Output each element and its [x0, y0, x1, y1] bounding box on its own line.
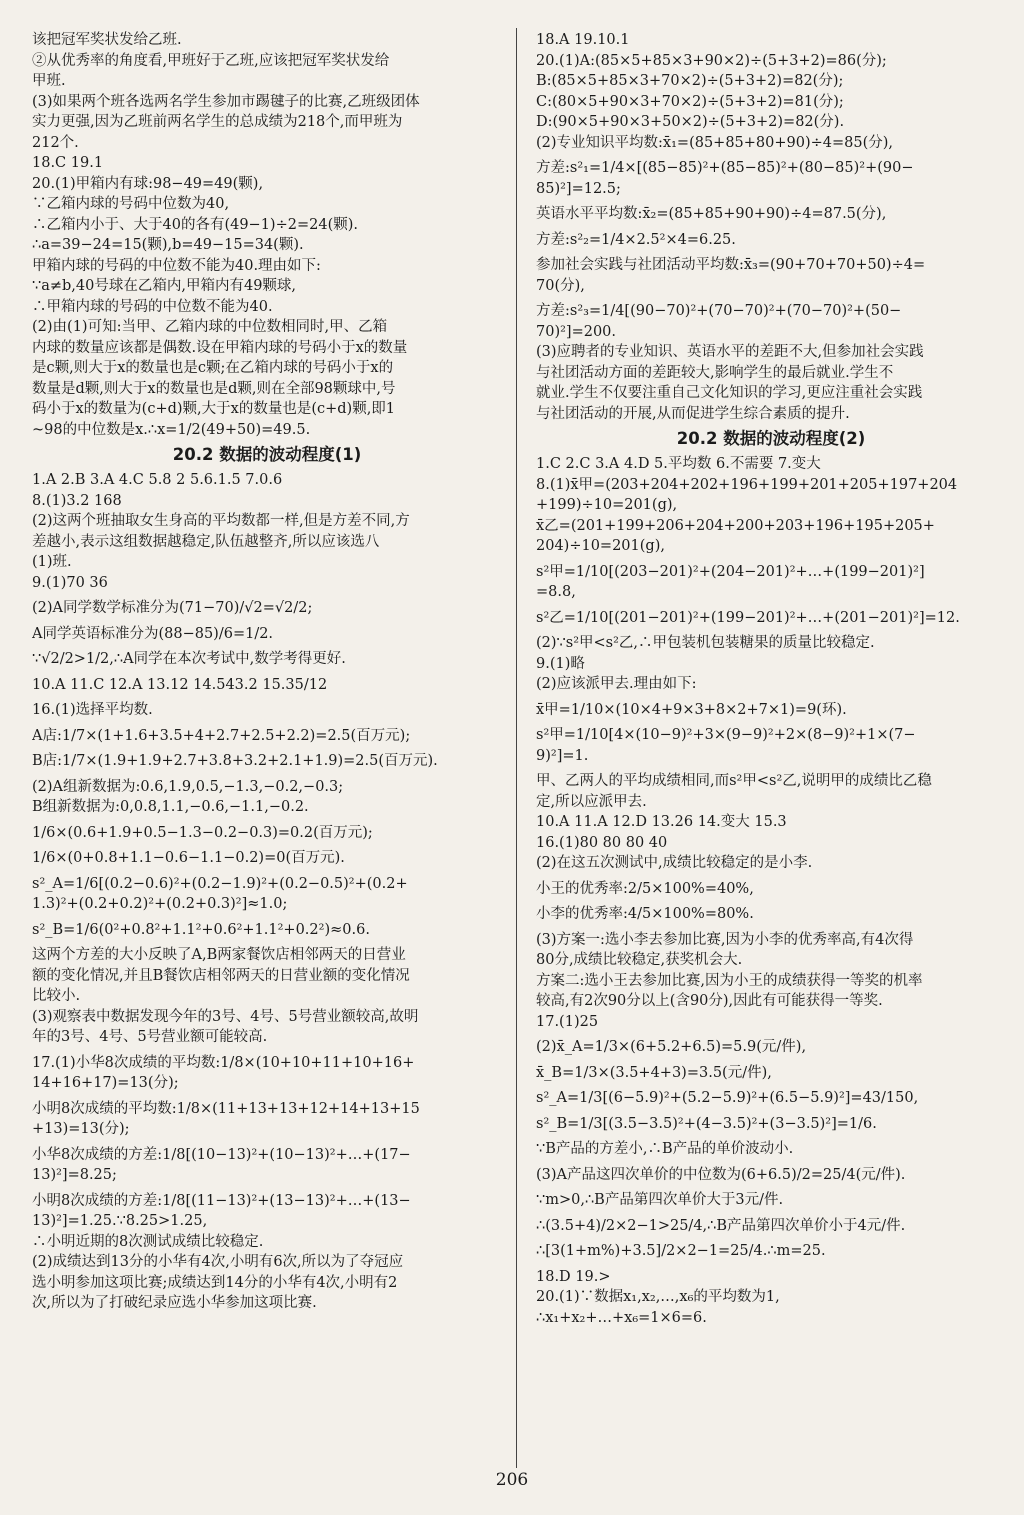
- text-line: 与社团活动方面的差距较大,影响学生的最后就业.学生不: [536, 364, 894, 381]
- text-line: (2)由(1)可知:当甲、乙箱内球的中位数相同时,甲、乙箱: [32, 319, 388, 335]
- text-line: 9.(1)70 36: [32, 574, 108, 591]
- text-line: (2)A组新数据为:0.6,1.9,0.5,−1.3,−0.2,−0.3;: [32, 778, 344, 795]
- text-line: 这两个方差的大小反映了A,B两家餐饮店相邻两天的日营业: [32, 947, 406, 963]
- text-line: B组新数据为:0,0.8,1.1,−0.6,−1.1,−0.2.: [32, 799, 309, 815]
- text-line: 差越小,表示这组数据越稳定,队伍越整齐,所以应该选八: [32, 533, 380, 550]
- text-line: (2)应该派甲去.理由如下:: [536, 676, 697, 692]
- text-line: (2)∵s²甲<s²乙,∴甲包装机包装糖果的质量比较稳定.: [536, 635, 875, 651]
- section-heading: 20.2 数据的波动程度(2): [676, 429, 866, 448]
- text-line: B店:1/7×(1.9+1.9+2.7+3.8+3.2+2.1+1.9)=2.5(百万元).: [32, 753, 438, 769]
- text-line: ②从优秀率的角度看,甲班好于乙班,应该把冠军奖状发给: [32, 52, 390, 69]
- text-line: ∵乙箱内球的号码中位数为40,: [32, 196, 230, 212]
- text-line: 16.(1)80 80 80 40: [536, 834, 668, 851]
- text-line: 参加社会实践与社团活动平均数:x̄₃=(90+70+70+50)÷4=: [536, 257, 926, 273]
- text-line: ∴小明近期的8次测试成绩比较稳定.: [32, 1233, 264, 1250]
- text-line: x̄乙=(201+199+206+204+200+203+196+195+205+: [536, 517, 935, 534]
- text-line: ~98的中位数是x.∴x=1/2(49+50)=49.5.: [32, 421, 311, 438]
- text-line: (2)x̄_A=1/3×(6+5.2+6.5)=5.9(元/件),: [536, 1039, 807, 1055]
- text-line: x̄_B=1/3×(3.5+4+3)=3.5(元/件),: [536, 1064, 772, 1081]
- text-line: (2)专业知识平均数:x̄₁=(85+85+80+90)÷4=85(分),: [536, 134, 894, 151]
- text-line: 次,所以为了打破纪录应选小华参加这项比赛.: [32, 1295, 317, 1311]
- text-line: 1/6×(0+0.8+1.1−0.6−1.1−0.2)=0(百万元).: [32, 850, 345, 866]
- text-line: 13)²]=8.25;: [32, 1167, 117, 1183]
- text-line: x̄甲=1/10×(10×4+9×3+8×2+7×1)=9(环).: [536, 701, 847, 718]
- text-line: s²甲=1/10[(203−201)²+(204−201)²+…+(199−201)²]: [536, 563, 925, 580]
- text-line: ∵√2/2>1/2,∴A同学在本次考试中,数学考得更好.: [32, 651, 346, 667]
- text-line: (2)A同学数学标准分为(71−70)/√2=√2/2;: [32, 600, 313, 616]
- text-line: (3)如果两个班各选两名学生参加市踢毽子的比赛,乙班级团体: [32, 93, 420, 110]
- text-line: 18.C 19.1: [32, 155, 104, 171]
- text-line: (2)这两个班抽取女生身高的平均数都一样,但是方差不同,方: [32, 513, 410, 529]
- text-line: ∵a≠b,40号球在乙箱内,甲箱内有49颗球,: [32, 278, 297, 294]
- text-line: 18.A 19.10.1: [536, 32, 630, 48]
- text-line: A店:1/7×(1+1.6+3.5+4+2.7+2.5+2.2)=2.5(百万元);: [32, 727, 411, 744]
- right-column: [536, 30, 1006, 1328]
- text-line: 定,所以应派甲去.: [536, 793, 647, 810]
- text-line: 该把冠军奖状发给乙班.: [32, 32, 182, 48]
- text-line: ∵B产品的方差小,∴B产品的单价波动小.: [536, 1141, 794, 1157]
- text-line: (1)班.: [32, 554, 72, 570]
- text-line: 小明8次成绩的方差:1/8[(11−13)²+(13−13)²+…+(13−: [32, 1192, 411, 1209]
- text-line: 1.3)²+(0.2+0.2)²+(0.2+0.3)²]≈1.0;: [32, 896, 288, 912]
- text-line: 8.(1)x̄甲=(203+204+202+196+199+201+205+197+204: [536, 476, 958, 493]
- text-line: (2)成绩达到13分的小华有4次,小明有6次,所以为了夺冠应: [32, 1254, 404, 1270]
- text-line: 方差:s²₁=1/4×[(85−85)²+(85−85)²+(80−85)²+(90−: [536, 160, 914, 176]
- text-line: 码小于x的数量为(c+d)颗,大于x的数量也是(c+d)颗,即1: [32, 401, 396, 417]
- text-line: 方差:s²₂=1/4×2.5²×4=6.25.: [536, 231, 736, 248]
- text-line: ∴(3.5+4)/2×2−1>25/4,∴B产品第四次单价小于4元/件.: [536, 1217, 906, 1234]
- text-line: s²乙=1/10[(201−201)²+(199−201)²+…+(201−201)²]=12.: [536, 609, 960, 626]
- text-line: 就业.学生不仅要注重自己文化知识的学习,更应注重社会实践: [536, 385, 923, 401]
- text-line: ∴甲箱内球的号码的中位数不能为40.: [32, 298, 273, 315]
- text-line: ∵m>0,∴B产品第四次单价大于3元/件.: [536, 1192, 784, 1208]
- text-line: 甲、乙两人的平均成绩相同,而s²甲<s²乙,说明甲的成绩比乙稳: [536, 773, 932, 789]
- text-line: 英语水平平均数:x̄₂=(85+85+90+90)÷4=87.5(分),: [536, 206, 887, 222]
- text-line: 70(分),: [536, 277, 585, 294]
- text-line: 甲箱内球的号码的中位数不能为40.理由如下:: [32, 257, 321, 274]
- text-line: 20.(1)甲箱内有球:98−49=49(颗),: [32, 175, 264, 192]
- text-line: 17.(1)小华8次成绩的平均数:1/8×(10+10+11+10+16+: [32, 1054, 415, 1071]
- text-line: 20.(1)A:(85×5+85×3+90×2)÷(5+3+2)=86(分);: [536, 52, 887, 69]
- text-line: C:(80×5+90×3+70×2)÷(5+3+2)=81(分);: [536, 93, 844, 110]
- text-line: 8.(1)3.2 168: [32, 492, 122, 509]
- text-line: 14+16+17)=13(分);: [32, 1075, 179, 1091]
- text-line: 小李的优秀率:4/5×100%=80%.: [536, 906, 754, 922]
- text-line: 10.A 11.A 12.D 13.26 14.变大 15.3: [536, 814, 787, 830]
- page-number: 206: [495, 1470, 529, 1490]
- text-line: s²_B=1/6(0²+0.8²+1.1²+0.6²+1.1²+0.2²)≈0.6.: [32, 921, 370, 938]
- text-line: +199)÷10=201(g),: [536, 497, 678, 513]
- text-line: 数量是d颗,则大于x的数量也是d颗,则在全部98颗球中,号: [32, 380, 396, 397]
- column-divider: [516, 28, 517, 1468]
- text-line: 85)²]=12.5;: [536, 180, 621, 197]
- text-line: 9)²]=1.: [536, 747, 589, 764]
- text-line: ∴x₁+x₂+…+x₆=1×6=6.: [536, 1309, 707, 1326]
- text-line: B:(85×5+85×3+70×2)÷(5+3+2)=82(分);: [536, 73, 844, 89]
- text-line: 80分,成绩比较稳定,获奖机会大.: [536, 952, 743, 968]
- text-line: 内球的数量应该都是偶数.设在甲箱内球的号码小于x的数量: [32, 339, 408, 356]
- text-line: 10.A 11.C 12.A 13.12 14.543.2 15.35/12: [32, 676, 328, 693]
- text-line: 204)÷10=201(g),: [536, 538, 665, 554]
- text-line: s²_B=1/3[(3.5−3.5)²+(4−3.5)²+(3−3.5)²]=1/6.: [536, 1115, 877, 1132]
- left-column: [32, 30, 502, 1314]
- text-line: A同学英语标准分为(88−85)/6=1/2.: [32, 625, 274, 642]
- text-line: (3)观察表中数据发现今年的3号、4号、5号营业额较高,故明: [32, 1008, 419, 1025]
- text-line: 是c颗,则大于x的数量也是c颗;在乙箱内球的号码小于x的: [32, 360, 394, 376]
- text-line: (3)A产品这四次单价的中位数为(6+6.5)/2=25/4(元/件).: [536, 1166, 906, 1183]
- text-line: ∴乙箱内小于、大于40的各有(49−1)÷2=24(颗).: [32, 216, 358, 233]
- text-line: 选小明参加这项比赛;成绩达到14分的小华有4次,小明有2: [32, 1274, 398, 1291]
- text-line: 实力更强,因为乙班前两名学生的总成绩为218个,而甲班为: [32, 114, 403, 130]
- text-line: 年的3号、4号、5号营业额可能较高.: [32, 1029, 268, 1045]
- text-line: 13)²]=1.25.∵8.25>1.25,: [32, 1213, 208, 1229]
- text-line: 方案二:选小王去参加比赛,因为小王的成绩获得一等奖的机率: [536, 972, 923, 989]
- text-line: (3)应聘者的专业知识、英语水平的差距不大,但参加社会实践: [536, 344, 924, 360]
- text-line: 小王的优秀率:2/5×100%=40%,: [536, 880, 754, 897]
- text-line: 1.A 2.B 3.A 4.C 5.8 2 5.6.1.5 7.0.6: [32, 472, 283, 488]
- text-line: 70)²]=200.: [536, 323, 617, 340]
- text-line: 1.C 2.C 3.A 4.D 5.平均数 6.不需要 7.变大: [536, 456, 821, 472]
- text-line: 小明8次成绩的平均数:1/8×(11+13+13+12+14+13+15: [32, 1100, 420, 1117]
- text-line: 1/6×(0.6+1.9+0.5−1.3−0.2−0.3)=0.2(百万元);: [32, 824, 373, 841]
- text-line: 方差:s²₃=1/4[(90−70)²+(70−70)²+(70−70)²+(50−: [536, 303, 902, 319]
- text-line: =8.8,: [536, 584, 576, 600]
- section-heading: 20.2 数据的波动程度(1): [172, 445, 362, 464]
- text-line: s²_A=1/6[(0.2−0.6)²+(0.2−1.9)²+(0.2−0.5)²+(0.2+: [32, 875, 408, 892]
- text-line: +13)=13(分);: [32, 1121, 130, 1137]
- text-line: (2)在这五次测试中,成绩比较稳定的是小李.: [536, 855, 813, 871]
- text-line: 较高,有2次90分以上(含90分),因此有可能获得一等奖.: [536, 993, 883, 1009]
- text-line: 额的变化情况,并且B餐饮店相邻两天的日营业额的变化情况: [32, 967, 410, 984]
- text-line: (3)方案一:选小李去参加比赛,因为小李的优秀率高,有4次得: [536, 931, 914, 948]
- text-line: 17.(1)25: [536, 1013, 599, 1030]
- text-line: D:(90×5+90×3+50×2)÷(5+3+2)=82(分).: [536, 114, 845, 130]
- text-line: 9.(1)略: [536, 655, 585, 672]
- text-line: 20.(1)∵数据x₁,x₂,…,x₆的平均数为1,: [536, 1289, 780, 1305]
- text-line: s²甲=1/10[4×(10−9)²+3×(9−9)²+2×(8−9)²+1×(7−: [536, 727, 916, 743]
- text-line: 16.(1)选择平均数.: [32, 702, 153, 718]
- text-line: 18.D 19.>: [536, 1268, 611, 1285]
- text-line: s²_A=1/3[(6−5.9)²+(5.2−5.9)²+(6.5−5.9)²]=43/150,: [536, 1090, 919, 1106]
- text-line: 小华8次成绩的方差:1/8[(10−13)²+(10−13)²+…+(17−: [32, 1146, 411, 1163]
- text-line: 甲班.: [32, 73, 66, 89]
- text-line: ∴[3(1+m%)+3.5]/2×2−1=25/4.∴m=25.: [536, 1243, 826, 1259]
- text-line: ∴a=39−24=15(颗),b=49−15=34(颗).: [32, 237, 304, 253]
- text-line: 比较小.: [32, 988, 81, 1004]
- text-line: 与社团活动的开展,从而促进学生综合素质的提升.: [536, 405, 850, 422]
- text-line: 212个.: [32, 134, 79, 151]
